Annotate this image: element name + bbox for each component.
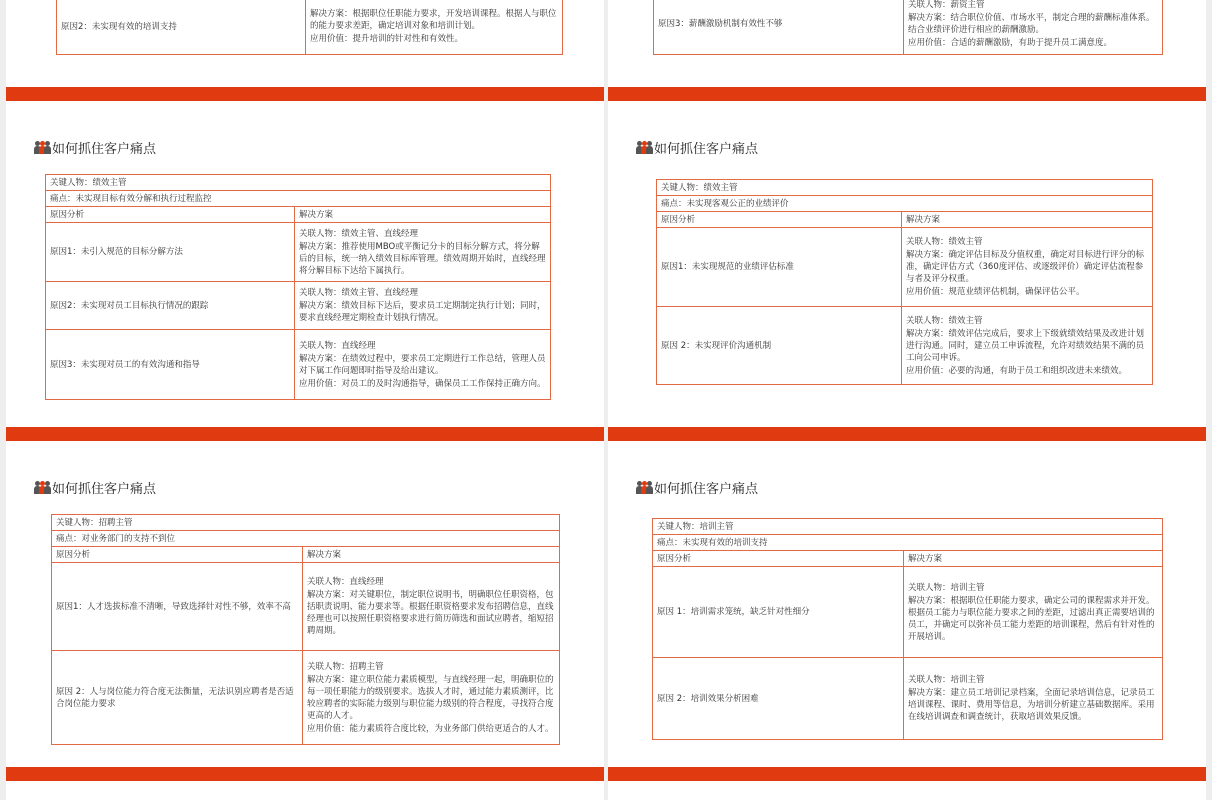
pain-point: 痛点：未实现有效的培训支持 — [653, 535, 1163, 551]
pain-row — [653, 535, 1163, 551]
key-person: 关键人物：招聘主管 — [52, 515, 560, 531]
slide-title-text: 如何抓住客户痛点 — [654, 482, 759, 497]
accent-bar — [608, 767, 1206, 781]
slide-7-edge — [6, 781, 604, 800]
table-row — [654, 0, 1163, 55]
key-person: 关键人物：绩效主管 — [657, 180, 1153, 196]
table-row — [657, 228, 1153, 307]
solution-line: 关联人物：绩效主管 — [906, 315, 983, 326]
solution-line: 解决方案：对关键职位，制定职位说明书，明确职位任职资格，包括职责说明、能力要求等。根据任职资格要求发布招聘信息，直线经理也可以按照任职资格要求进行简历筛选和面试应聘者，缩短招聘周期。 — [307, 590, 554, 636]
col-solution-header: 解决方案 — [295, 207, 551, 223]
solution-line: 关联人物：绩效主管 — [906, 237, 983, 247]
pain-row — [52, 531, 560, 547]
header-row — [653, 551, 1163, 567]
slide-5 — [6, 441, 604, 781]
key-person-row — [653, 519, 1163, 535]
cause-cell: 原因1：未实现规范的业绩评估标准 — [657, 228, 902, 307]
solution-line: 关联人物：招聘主管 — [307, 661, 384, 672]
cause-cell: 原因3：未实现对员工的有效沟通和指导 — [46, 330, 295, 400]
pain-point: 痛点：对业务部门的支持不到位 — [52, 531, 560, 547]
accent-bar — [6, 427, 604, 441]
col-cause-header: 原因分析 — [653, 551, 904, 567]
pain-table — [656, 179, 1153, 385]
cause-cell: 原因2：未实现有效的培训支持 — [57, 0, 306, 55]
col-cause-header: 原因分析 — [657, 212, 902, 228]
solution-line: 解决方案：结合职位价值、市场水平，制定合理的薪酬标准体系。结合业绩评价进行相应的薪酬激励。 — [908, 12, 1155, 35]
pain-row — [657, 196, 1153, 212]
accent-bar — [608, 87, 1206, 101]
col-solution-header: 解决方案 — [303, 547, 560, 563]
solution-cell — [902, 307, 1153, 385]
solution-cell — [295, 223, 551, 282]
key-person: 关键人物：培训主管 — [653, 519, 1163, 535]
pain-table — [652, 518, 1163, 740]
slide-title-text: 如何抓住客户痛点 — [654, 142, 759, 157]
slide-4 — [608, 101, 1206, 441]
col-solution-header: 解决方案 — [902, 212, 1153, 228]
solution-cell — [904, 0, 1163, 55]
slide-1 — [6, 0, 604, 101]
pain-row — [46, 191, 551, 207]
solution-line: 应用价值：合适的薪酬激励，有助于提升员工满意度。 — [908, 37, 1113, 48]
accent-bar — [608, 427, 1206, 441]
solution-line: 解决方案：在绩效过程中，要求员工定期进行工作总结，管理人员对下属工作问题即时指导及给出建议。 — [299, 353, 546, 376]
slide-title-text: 如何抓住客户痛点 — [52, 482, 157, 497]
key-person: 关键人物：绩效主管 — [46, 175, 551, 191]
solution-cell — [295, 282, 551, 330]
cause-cell: 原因 1：培训需求笼统，缺乏针对性细分 — [653, 567, 904, 658]
solution-line: 解决方案：绩效评估完成后，要求上下级就绩效结果及改进计划进行沟通。同时，建立员工申诉流程，允许对绩效结果不满的员工向公司申诉。 — [906, 328, 1145, 363]
pain-table — [653, 0, 1163, 55]
cause-cell: 原因 2：未实现评价沟通机制 — [657, 307, 902, 385]
table-row — [52, 651, 560, 745]
solution-line: 关联人物：直线经理 — [307, 577, 384, 587]
slide-title — [34, 478, 156, 497]
header-row — [657, 212, 1153, 228]
solution-cell — [902, 228, 1153, 307]
solution-line: 应用价值：提升培训的针对性和有效性。 — [310, 34, 464, 44]
pain-point: 痛点：未实现客观公正的业绩评价 — [657, 196, 1153, 212]
solution-line: 关联人物：绩效主管、直线经理 — [299, 228, 419, 239]
slide-title — [636, 478, 758, 497]
accent-bar — [6, 767, 604, 781]
pain-point: 痛点：未实现目标有效分解和执行过程监控 — [46, 191, 551, 207]
slide-2 — [608, 0, 1206, 101]
col-cause-header: 原因分析 — [46, 207, 295, 223]
cause-cell: 原因3：薪酬激励机制有效性不够 — [654, 0, 904, 55]
pain-table — [45, 174, 551, 400]
cause-cell: 原因1：人才选拔标准不清晰，导致选择针对性不够，效率不高 — [52, 563, 303, 651]
cause-cell: 原因 2：培训效果分析困难 — [653, 658, 904, 740]
solution-cell — [306, 0, 563, 55]
table-row — [57, 0, 563, 55]
solution-cell — [303, 651, 560, 745]
solution-line: 解决方案：推荐使用MBO或平衡记分卡的目标分解方式，将分解后的目标，统一纳入绩效目标库管理。绩效周期开始时，直线经理将分解目标下达给下属执行。 — [299, 241, 546, 276]
solution-line: 关联人物：绩效主管、直线经理 — [299, 288, 419, 298]
key-person-row — [52, 515, 560, 531]
solution-line: 应用价值：对员工的及时沟通指导，确保员工工作保持正确方向。 — [299, 378, 546, 389]
header-row — [46, 207, 551, 223]
slide-3 — [6, 101, 604, 441]
solution-line: 应用价值：规范业绩评估机制，确保评估公平。 — [906, 287, 1085, 297]
slide-title — [34, 138, 156, 157]
table-row — [653, 567, 1163, 658]
solution-line: 应用价值：必要的沟通，有助于员工和组织改进未来绩效。 — [906, 365, 1128, 376]
pain-table — [51, 514, 560, 745]
solution-cell — [295, 330, 551, 400]
col-solution-header: 解决方案 — [904, 551, 1163, 567]
solution-line: 解决方案：根据职位任职能力要求，开发培训课程。根据人与职位的能力要求差距，确定培训对象和培训计划。 — [310, 9, 557, 31]
table-row — [52, 563, 560, 651]
table-row — [46, 330, 551, 400]
people-icon — [636, 141, 651, 155]
people-icon — [34, 141, 49, 155]
col-cause-header: 原因分析 — [52, 547, 303, 563]
solution-line: 关联人物：培训主管 — [908, 675, 985, 685]
solution-line: 解决方案：确定评估目标及分值权重，确定对目标进行评分的标准，确定评估方式（360度评估、或逐级评价）确定评估流程参与者及评分权重。 — [906, 250, 1145, 284]
solution-line: 解决方案：建立职位能力素质模型，与直线经理一起，明确职位的每一项任职能力的级别要求。选拔人才时，通过能力素质测评，比较应聘者的实际能力级别与职位能力级别的符合程度，寻找符合度更高的人才。 — [307, 674, 554, 721]
accent-bar — [6, 87, 604, 101]
people-icon — [636, 481, 651, 495]
key-person-row — [657, 180, 1153, 196]
table-row — [653, 658, 1163, 740]
key-person-row — [46, 175, 551, 191]
solution-cell — [904, 658, 1163, 740]
solution-line: 解决方案：绩效目标下达后，要求员工定期制定执行计划；同时，要求直线经理定期检查计划执行情况。 — [299, 301, 546, 323]
table-row — [657, 307, 1153, 385]
solution-line: 关联人物：培训主管 — [908, 582, 985, 593]
table-row — [46, 223, 551, 282]
slide-title — [636, 138, 758, 157]
slide-8-edge — [608, 781, 1206, 800]
cause-cell: 原因2：未实现对员工目标执行情况的跟踪 — [46, 282, 295, 330]
solution-line: 解决方案：根据职位任职能力要求，确定公司的课程需求并开发。根据员工能力与职位能力要求之间的差距，过滤出真正需要培训的员工，并确定可以弥补员工能力差距的培训课程，然后有针对性的开展培训。 — [908, 595, 1155, 642]
cause-cell: 原因1：未引入规范的目标分解方法 — [46, 223, 295, 282]
slide-title-text: 如何抓住客户痛点 — [52, 142, 157, 157]
header-row — [52, 547, 560, 563]
cause-cell: 原因 2：人与岗位能力符合度无法衡量，无法识别应聘者是否适合岗位能力要求 — [52, 651, 303, 745]
solution-line: 关联人物：直线经理 — [299, 340, 376, 351]
solution-cell — [904, 567, 1163, 658]
solution-line: 关联人物：薪资主管 — [908, 0, 985, 10]
slide-6 — [608, 441, 1206, 781]
table-row — [46, 282, 551, 330]
solution-line: 解决方案：建立员工培训记录档案，全面记录培训信息，记录员工培训课程、课时、费用等信息，为培训分析建立基础数据库。采用在线培训调查和调查统计，获取培训效果反馈。 — [908, 688, 1155, 722]
pain-table — [56, 0, 563, 55]
solution-line: 应用价值：能力素质符合度比较，为业务部门供给更适合的人才。 — [307, 723, 554, 734]
solution-cell — [303, 563, 560, 651]
people-icon — [34, 481, 49, 495]
